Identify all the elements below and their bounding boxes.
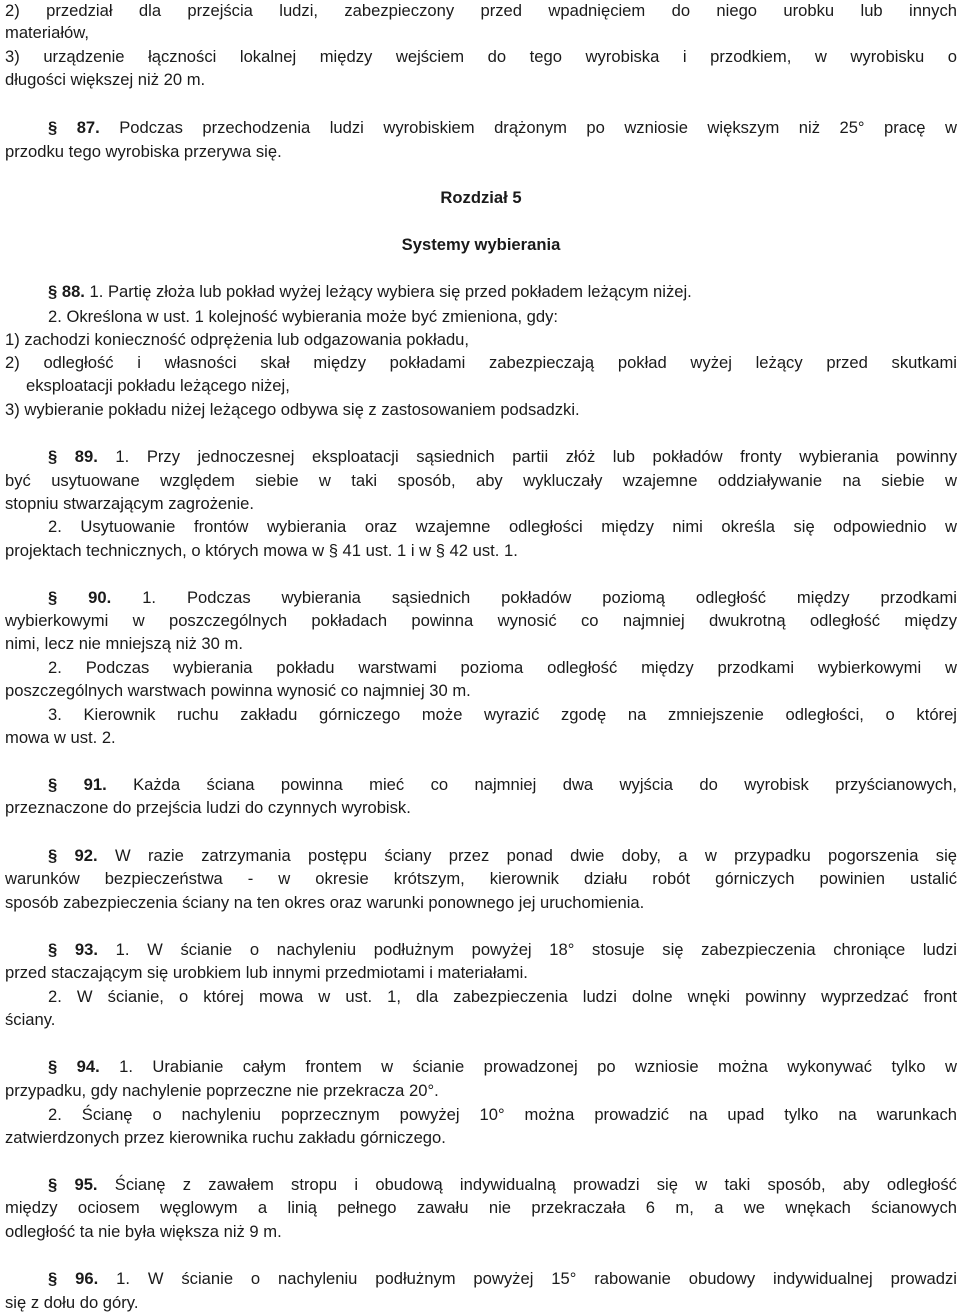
- text-line: przypadku, gdy nachylenie poprzeczne nie przekracza 20°.: [5, 1081, 439, 1100]
- text-line: 2. Ścianę o nachyleniu poprzecznym powyżej 10° można prowadzić na upad tylko na warunkach: [48, 1105, 957, 1124]
- text-line: warunków bezpieczeństwa - w okresie krótszym, kierownik działu robót górniczych powinien ustalić: [5, 869, 957, 888]
- paragraph-number: § 95.: [48, 1175, 98, 1194]
- text-line: być usytuowane względem siebie w taki sposób, aby wykluczały wzajemne oddziaływanie na siebie w: [5, 471, 957, 490]
- text-line: mowa w ust. 2.: [5, 728, 116, 747]
- paragraph-number: § 88.: [48, 282, 85, 301]
- text-line: ściany.: [5, 1010, 56, 1029]
- paragraph-number: § 87.: [48, 118, 100, 137]
- chapter-number: Rozdział 5: [440, 188, 522, 207]
- text-line: projektach technicznych, o których mowa w § 41 ust. 1 i w § 42 ust. 1.: [5, 541, 518, 560]
- text-line: 2. Usytuowanie frontów wybierania oraz wzajemne odległości między nimi określa się odpowiednio w: [48, 517, 957, 536]
- paragraph-92-line: § 92. W razie zatrzymania postępu ściany przez ponad dwie doby, a w przypadku pogorszenia się: [48, 846, 957, 865]
- text-line: 2) przedział dla przejścia ludzi, zabezpieczony przed wpadnięciem do niego urobku lub innych: [5, 1, 957, 20]
- text-line: nimi, lecz nie mniejszą niż 30 m.: [5, 634, 243, 653]
- paragraph-93-line: § 93. 1. W ścianie o nachyleniu podłużnym powyżej 18° stosuje się zabezpieczenia chroniące ludzi: [48, 940, 957, 959]
- paragraph-number: § 94.: [48, 1057, 100, 1076]
- text-line: poszczególnych warstwach powinna wynosić co najmniej 30 m.: [5, 681, 471, 700]
- paragraph-96-line: § 96. 1. W ścianie o nachyleniu podłużnym powyżej 15° rabowanie obudowy indywidualnej prowadzi: [48, 1269, 957, 1288]
- text-line: stopniu stwarzającym zagrożenie.: [5, 494, 255, 513]
- paragraph-number: § 92.: [48, 846, 98, 865]
- paragraph-89-line: § 89. 1. Przy jednoczesnej eksploatacji sąsiednich partii złóż lub pokładów fronty wybierania powinny: [48, 447, 957, 466]
- paragraph-91-line: § 91. Każda ściana powinna mieć co najmniej dwa wyjścia do wyrobisk przyścianowych,: [48, 775, 957, 794]
- text-line: przodku tego wyrobiska przerywa się.: [5, 142, 282, 161]
- text-line: eksploatacji pokładu leżącego niżej,: [26, 376, 290, 395]
- text-line: 2. W ścianie, o której mowa w ust. 1, dla zabezpieczenia ludzi dolne wnęki powinny wyprzedzać front: [48, 987, 957, 1006]
- text-line: się z dołu do góry.: [5, 1293, 139, 1312]
- text-line: materiałów,: [5, 23, 89, 42]
- text-line: 2. Określona w ust. 1 kolejność wybierania może być zmieniona, gdy:: [48, 307, 559, 326]
- text-line: zatwierdzonych przez kierownika ruchu zakładu górniczego.: [5, 1128, 446, 1147]
- text-line: 2. Podczas wybierania pokładu warstwami pozioma odległość między przodkami wybierkowymi w: [48, 658, 957, 677]
- text-line: przed staczającym się urobkiem lub innymi przedmiotami i materiałami.: [5, 963, 528, 982]
- text-line: odległość ta nie była większa niż 9 m.: [5, 1222, 282, 1241]
- text-line: długości większej niż 20 m.: [5, 70, 206, 89]
- paragraph-94-line: § 94. 1. Urabianie całym frontem w ścianie prowadzonej po wzniosie można wykonywać tylko w: [48, 1057, 957, 1076]
- paragraph-88-line: § 88. 1. Partię złoża lub pokład wyżej leżący wybiera się przed pokładem leżącym niżej.: [48, 282, 692, 301]
- paragraph-90-line: § 90. 1. Podczas wybierania sąsiednich pokładów poziomą odległość między przodkami: [48, 588, 957, 607]
- text-line: wybierkowymi w poszczególnych pokładach powinna wynosić co najmniej dwukrotną odległość między: [5, 611, 957, 630]
- text-line: przeznaczone do przejścia ludzi do czynnych wyrobisk.: [5, 798, 411, 817]
- text-line: 3) urządzenie łączności lokalnej między wejściem do tego wyrobiska i przodkiem, w wyrobisku o: [5, 47, 957, 66]
- text-line: 3. Kierownik ruchu zakładu górniczego może wyrazić zgodę na zmniejszenie odległości, o której: [48, 705, 957, 724]
- text-line: 2) odległość i własności skał między pokładami zabezpieczają pokład wyżej leżący przed skutkami: [5, 353, 957, 372]
- text-line: sposób zabezpieczenia ściany na ten okres oraz warunki ponownego jej uruchomienia.: [5, 893, 645, 912]
- paragraph-number: § 90.: [48, 588, 112, 607]
- paragraph-number: § 89.: [48, 447, 98, 466]
- text-line: 3) wybieranie pokładu niżej leżącego odbywa się z zastosowaniem podsadzki.: [5, 400, 580, 419]
- paragraph-number: § 96.: [48, 1269, 99, 1288]
- paragraph-number: § 93.: [48, 940, 98, 959]
- paragraph-number: § 91.: [48, 775, 107, 794]
- paragraph-95-line: § 95. Ścianę z zawałem stropu i obudową indywidualną prowadzi się w taki sposób, aby odległość: [48, 1175, 957, 1194]
- chapter-title: Systemy wybierania: [401, 235, 561, 254]
- text-line: między ociosem węglowym a linią pełnego zawału nie przekraczała 6 m, a we wnękach ścianowych: [5, 1198, 957, 1217]
- paragraph-87-line: § 87. Podczas przechodzenia ludzi wyrobiskiem drążonym po wzniosie większym niż 25° pracę w: [48, 118, 957, 137]
- text-line: 1) zachodzi konieczność odprężenia lub odgazowania pokładu,: [5, 330, 470, 349]
